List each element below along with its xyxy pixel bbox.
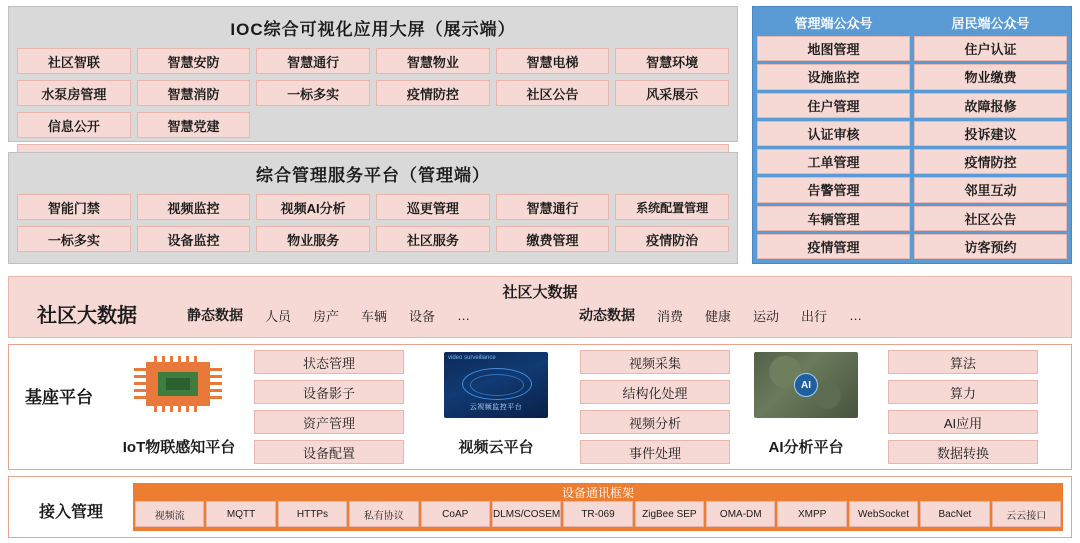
- management-platform-title: 综合管理服务平台（管理端）: [256, 166, 490, 185]
- access-management-section: [8, 476, 1072, 538]
- ioc-cell[interactable]: 信息公开: [17, 112, 131, 138]
- ioc-cell[interactable]: 智慧电梯: [496, 48, 610, 74]
- ioc-cell[interactable]: 智慧消防: [137, 80, 251, 106]
- bigdata-dynamic-item: 运动: [753, 308, 780, 324]
- protocol-cell[interactable]: BacNet: [920, 501, 989, 527]
- management-cell[interactable]: 缴费管理: [496, 226, 610, 252]
- management-cell[interactable]: 巡更管理: [376, 194, 490, 220]
- ai-feature[interactable]: 算法: [888, 350, 1038, 374]
- ai-platform-image: [754, 352, 858, 418]
- ioc-cell[interactable]: 一标多实: [256, 80, 370, 106]
- management-cell[interactable]: 智能门禁: [17, 194, 131, 220]
- ioc-cell[interactable]: 智慧通行: [256, 48, 370, 74]
- wechat-resident-column: [914, 11, 1067, 259]
- protocol-cell[interactable]: WebSocket: [849, 501, 918, 527]
- management-cell[interactable]: 系统配置管理: [615, 194, 729, 220]
- bigdata-dynamic-item: 消费: [657, 308, 684, 324]
- bigdata-dynamic-head: 动态数据: [579, 307, 635, 323]
- protocol-cell[interactable]: DLMS/COSEM: [492, 501, 561, 527]
- protocol-cell[interactable]: MQTT: [206, 501, 275, 527]
- bigdata-dynamic-group: [579, 305, 862, 325]
- wechat-admin-item[interactable]: 认证审核: [757, 121, 910, 146]
- bigdata-section: [8, 276, 1072, 338]
- wechat-resident-item[interactable]: 故障报修: [914, 93, 1067, 118]
- wechat-admin-item[interactable]: 告警管理: [757, 177, 910, 202]
- wechat-admin-item[interactable]: 住户管理: [757, 93, 910, 118]
- ai-feature[interactable]: 数据转换: [888, 440, 1038, 464]
- iot-platform-caption: IoT物联感知平台: [122, 439, 236, 456]
- wechat-admin-item[interactable]: 疫情管理: [757, 234, 910, 259]
- management-platform-section: [8, 152, 738, 264]
- ioc-cell[interactable]: 社区公告: [496, 80, 610, 106]
- video-feature[interactable]: 视频分析: [580, 410, 730, 434]
- management-cell[interactable]: 视频AI分析: [256, 194, 370, 220]
- iot-feature[interactable]: 资产管理: [254, 410, 404, 434]
- video-feature[interactable]: 视频采集: [580, 350, 730, 374]
- ioc-cell[interactable]: 智慧物业: [376, 48, 490, 74]
- management-cell[interactable]: 疫情防治: [615, 226, 729, 252]
- bigdata-dynamic-item: …: [849, 307, 863, 323]
- bigdata-static-item: 设备: [409, 308, 436, 324]
- bigdata-static-item: 人员: [265, 308, 292, 324]
- protocol-cell[interactable]: XMPP: [777, 501, 846, 527]
- video-feature-column: [580, 350, 730, 464]
- video-feature[interactable]: 事件处理: [580, 440, 730, 464]
- ioc-cell[interactable]: 智慧环境: [615, 48, 729, 74]
- ioc-cell[interactable]: 社区智联: [17, 48, 131, 74]
- protocol-cell[interactable]: 视频流: [135, 501, 204, 527]
- protocol-cell[interactable]: CoAP: [421, 501, 490, 527]
- wechat-admin-item[interactable]: 地图管理: [757, 36, 910, 61]
- wechat-admin-item[interactable]: 设施监控: [757, 64, 910, 89]
- iot-feature[interactable]: 设备影子: [254, 380, 404, 404]
- wechat-resident-item[interactable]: 住户认证: [914, 36, 1067, 61]
- ioc-cell-grid: [17, 48, 729, 138]
- bigdata-dynamic-item: 出行: [801, 308, 828, 324]
- iot-feature[interactable]: 设备配置: [254, 440, 404, 464]
- ai-badge: AI: [794, 373, 818, 397]
- protocol-cell[interactable]: ZigBee SEP: [635, 501, 704, 527]
- protocol-cell[interactable]: HTTPs: [278, 501, 347, 527]
- wechat-section: [752, 6, 1072, 264]
- ai-feature-column: [888, 350, 1038, 464]
- iot-feature[interactable]: 状态管理: [254, 350, 404, 374]
- iot-feature-column: [254, 350, 404, 464]
- bigdata-center-title: 社区大数据: [502, 284, 578, 301]
- bigdata-static-item: …: [457, 307, 471, 323]
- ioc-title: IOC综合可视化应用大屏（展示端）: [230, 20, 516, 39]
- ioc-section: [8, 6, 738, 142]
- protocol-cell[interactable]: TR-069: [563, 501, 632, 527]
- framework-title: 设备通讯框架: [561, 486, 634, 500]
- video-cloud-image: [444, 352, 548, 418]
- management-cell[interactable]: 一标多实: [17, 226, 131, 252]
- device-communication-framework: [133, 483, 1063, 531]
- video-platform-caption: 视频云平台: [458, 439, 534, 456]
- ioc-cell[interactable]: 水泵房管理: [17, 80, 131, 106]
- ai-platform-caption: AI分析平台: [768, 439, 844, 456]
- ioc-cell[interactable]: 风采展示: [615, 80, 729, 106]
- management-cell[interactable]: 物业服务: [256, 226, 370, 252]
- ioc-cell[interactable]: 智慧党建: [137, 112, 251, 138]
- ai-feature[interactable]: 算力: [888, 380, 1038, 404]
- base-platform-label: 基座平台: [25, 388, 93, 407]
- wechat-resident-item[interactable]: 邻里互动: [914, 177, 1067, 202]
- chip-icon: [128, 356, 228, 412]
- wechat-resident-header: 居民端公众号: [951, 15, 1030, 31]
- management-cell[interactable]: 视频监控: [137, 194, 251, 220]
- wechat-resident-item[interactable]: 投诉建议: [914, 121, 1067, 146]
- protocol-cell[interactable]: OMA-DM: [706, 501, 775, 527]
- protocol-grid: [135, 501, 1061, 527]
- management-cell[interactable]: 社区服务: [376, 226, 490, 252]
- management-cell[interactable]: 智慧通行: [496, 194, 610, 220]
- access-management-label: 接入管理: [39, 504, 104, 521]
- management-cell[interactable]: 设备监控: [137, 226, 251, 252]
- bigdata-left-label: 社区大数据: [37, 305, 137, 327]
- wechat-admin-column: [757, 11, 910, 259]
- wechat-admin-item[interactable]: 工单管理: [757, 149, 910, 174]
- wechat-resident-item[interactable]: 疫情防控: [914, 149, 1067, 174]
- wechat-admin-item[interactable]: 车辆管理: [757, 206, 910, 231]
- bigdata-static-group: [187, 305, 470, 325]
- video-feature[interactable]: 结构化处理: [580, 380, 730, 404]
- wechat-admin-header: 管理端公众号: [794, 15, 873, 31]
- bigdata-static-item: 房产: [313, 308, 340, 324]
- bigdata-static-head: 静态数据: [187, 307, 243, 323]
- wechat-resident-item[interactable]: 访客预约: [914, 234, 1067, 259]
- protocol-cell[interactable]: 私有协议: [349, 501, 418, 527]
- ioc-cell[interactable]: 智慧安防: [137, 48, 251, 74]
- management-cell-grid: [17, 194, 729, 252]
- ioc-cell[interactable]: 疫情防控: [376, 80, 490, 106]
- wechat-resident-item[interactable]: 社区公告: [914, 206, 1067, 231]
- protocol-cell[interactable]: 云云接口: [992, 501, 1061, 527]
- ai-feature[interactable]: AI应用: [888, 410, 1038, 434]
- video-image-top-text: video surveillance: [448, 355, 496, 361]
- video-image-caption: 云视频监控平台: [469, 404, 523, 411]
- video-ring-decoration: [470, 374, 524, 396]
- bigdata-dynamic-item: 健康: [705, 308, 732, 324]
- wechat-resident-item[interactable]: 物业缴费: [914, 64, 1067, 89]
- bigdata-static-item: 车辆: [361, 308, 388, 324]
